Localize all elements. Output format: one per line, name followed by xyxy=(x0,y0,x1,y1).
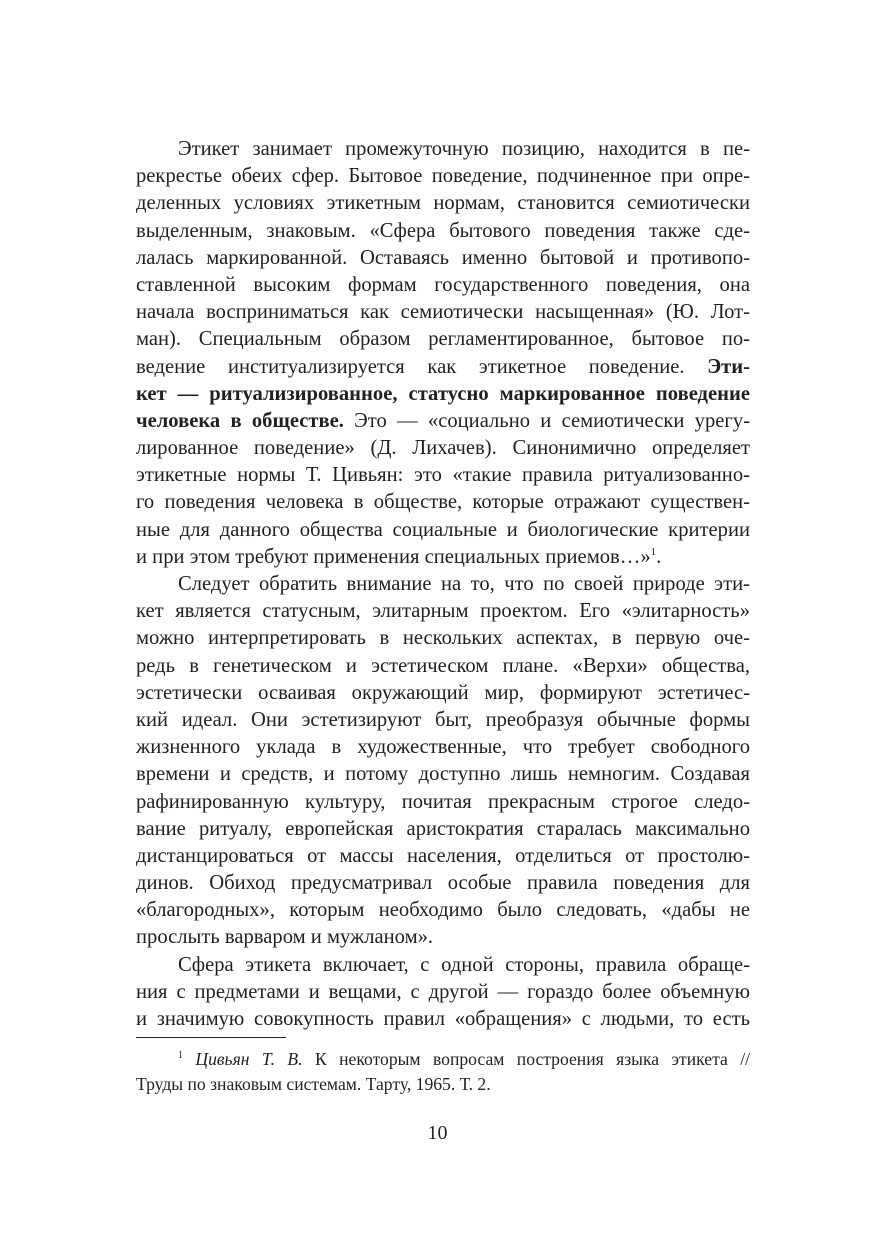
p1-line-11-bold: человека в обществе. xyxy=(136,409,344,432)
p1-line-7: начала восприниматься как семиотически насыщенная» (Ю. Лот- xyxy=(136,301,750,324)
p1-line-16-text: и при этом требуют применения специальных приемов…» xyxy=(136,545,651,568)
p2-line-1: Следует обратить внимание на то, что по своей природе эти- xyxy=(178,573,750,595)
p1-line-5: лалась маркированной. Оставаясь именно бытовой и противопо- xyxy=(136,246,750,269)
p2-line-11: дистанцироваться от массы населения, отделиться от простолю- xyxy=(136,844,750,867)
p3-line-3: и значимую совокупность правил «обращения» с людьми, то есть xyxy=(136,1008,750,1030)
p3-line-1: Сфера этикета включает, с одной стороны, правила обраще- xyxy=(178,953,750,976)
p3-line-2: ния с предметами и вещами, с другой — гораздо более объемную xyxy=(136,980,750,1003)
p2-line-8: времени и средств, и потому доступно лишь немногим. Создавая xyxy=(136,763,750,786)
p2-line-3: можно интерпретировать в нескольких аспектах, в первую оче- xyxy=(136,627,750,650)
p1-line-12: лированное поведение» (Д. Лихачев). Синонимично определяет xyxy=(136,437,750,460)
p1-line-11-text: Это — «социально и семиотически урегу- xyxy=(343,409,750,432)
p1-line-13: этикетные нормы Т. Цивьян: это «такие правила ритуализованно- xyxy=(136,464,750,487)
p2-line-6: кий идеал. Они эстетизируют быт, преобразуя обычные формы xyxy=(136,708,750,731)
footnote-divider xyxy=(136,1037,286,1038)
p2-line-14: прослыть варваром и мужланом». xyxy=(136,926,434,949)
p1-line-4: выделенным, знаковым. «Сфера бытового поведения также сде- xyxy=(136,219,750,242)
p1-line-3: деленных условиях этикетным нормам, становится семиотически xyxy=(136,192,750,215)
p2-line-2: кет является статусным, элитарным проектом. Его «элитарность» xyxy=(136,600,750,623)
footnote xyxy=(136,1047,750,1096)
footnote-author: Цивьян Т. В. xyxy=(195,1049,303,1069)
p2-line-13: «благородных», которым необходимо было следовать, «дабы не xyxy=(136,899,750,922)
footnote-number: 1 xyxy=(178,1050,183,1062)
p2-line-10: вание ритуалу, европейская аристократия старалась максимально xyxy=(136,817,750,840)
p1-line-14: го поведения человека в обществе, которые отражают существен- xyxy=(136,491,750,514)
p2-line-4: редь в генетическом и эстетическом плане. «Верхи» общества, xyxy=(136,654,750,677)
p1-line-10-bold: кет — ритуализированное, статусно маркированное поведение xyxy=(136,382,750,405)
main-text xyxy=(136,136,750,1033)
p1-line-1: Этикет занимает промежуточную позицию, находится в пе- xyxy=(178,138,750,160)
p2-line-5: эстетически осваивая окружающий мир, формируют эстетичес- xyxy=(136,681,750,704)
footnote-reference[interactable]: 1 xyxy=(650,545,657,558)
p1-line-9 xyxy=(136,354,750,381)
p2-line-9: рафинированную культуру, почитая прекрасным строгое следо- xyxy=(136,790,750,813)
p2-line-7: жизненного уклада в художественные, что требует свободного xyxy=(136,736,750,759)
footnote-line-1 xyxy=(136,1047,750,1072)
footnote-title: К некоторым вопросам построения языка этикета // xyxy=(302,1049,750,1069)
p1-line-2: рекрестье обеих сфер. Бытовое поведение, подчиненное при опре- xyxy=(136,165,750,188)
p1-line-8: ман). Специальным образом регламентированное, бытовое по- xyxy=(136,328,750,351)
page-number: 10 xyxy=(427,1122,448,1144)
p1-line-6: ставленной высоким формам государственного поведения, она xyxy=(136,273,750,296)
p1-line-15: ные для данного общества социальные и биологические критерии xyxy=(136,518,750,541)
p1-line-9-text: ведение институализируется как этикетное поведение. xyxy=(136,355,708,378)
p1-line-16-period: . xyxy=(656,545,662,568)
p1-line-10 xyxy=(136,381,750,408)
footnote-line-2: Труды по знаковым системам. Тарту, 1965. Т. 2. xyxy=(136,1073,491,1094)
p1-line-9-bold: Эти- xyxy=(707,355,750,378)
p1-line-11 xyxy=(136,408,750,435)
p1-line-16 xyxy=(136,544,750,571)
p2-line-12: динов. Обиход предусматривал особые правила поведения для xyxy=(136,872,750,895)
